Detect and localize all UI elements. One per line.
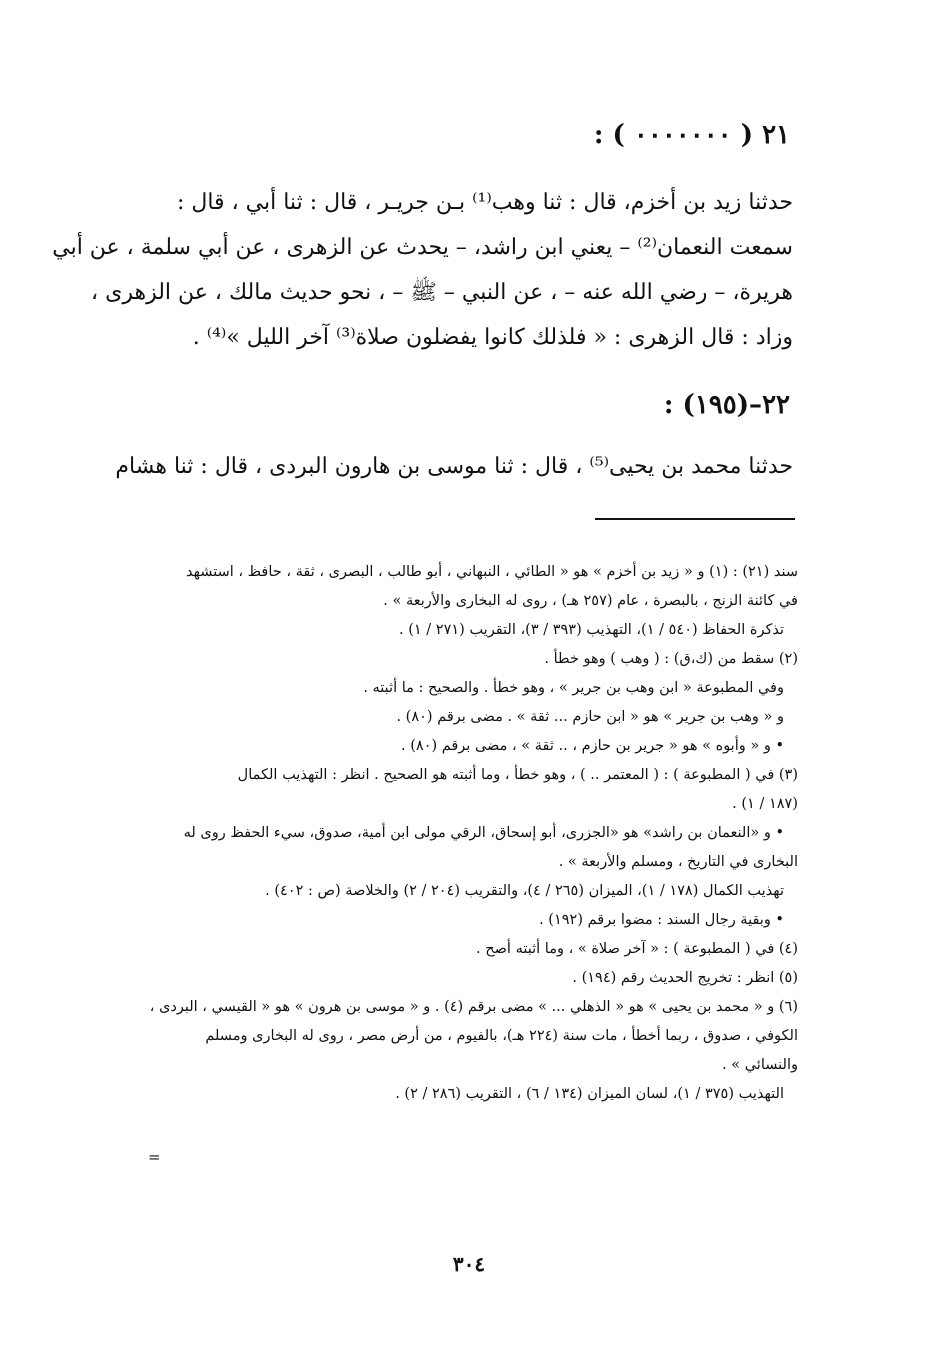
- text-line: حدثنا محمد بن يحيى⁽⁵⁾ ، قال : ثنا موسى بن هارون البردى ، قال : ثنا هشام: [115, 454, 793, 479]
- footnote-line: (٢) سقط من (ك،ق) : ( وهب ) وهو خطأ .: [544, 651, 798, 667]
- continuation-mark: =: [148, 1148, 161, 1166]
- text-line: سمعت النعمان⁽²⁾ – يعني ابن راشد، – يحدث عن الزهرى ، عن أبي سلمة ، عن أبي: [52, 235, 793, 260]
- footnote-line: تذكرة الحفاظ (٥٤٠ / ١)، التهذيب (٣٩٣ / ٣)، التقريب (٢٧١ / ١) .: [399, 622, 784, 638]
- footnote-line: (١٨٧ / ١) .: [732, 796, 798, 812]
- footnote-line: (٤) في ( المطبوعة ) : « آخر صلاة » ، وما أثبته أصح .: [476, 941, 798, 957]
- text-line: حدثنا زيد بن أخزم، قال : ثنا وهب⁽¹⁾ بـن جريـر ، قال : ثنا أبي ، قال :: [176, 190, 793, 215]
- footnote-line: • و «النعمان بن راشد» هو «الجزرى، أبو إسحاق، الرقي مولى ابن أمية، صدوق، سيء الحفظ روى له: [183, 825, 784, 841]
- footnote-line: البخارى في التاريخ ، ومسلم والأربعة » .: [558, 854, 798, 870]
- hadith-21-text: [52, 180, 793, 360]
- hadith-21-heading: ٢١ ( ٠٠٠٠٠٠٠ ) :: [593, 120, 790, 150]
- footnote-line: و « وهب بن جرير » هو « ابن حازم ... ثقة » . مضى برقم (٨٠) .: [396, 709, 784, 725]
- text-line: هريرة، – رضي الله عنه – ، عن النبي – ﷺ – ، نحو حديث مالك ، عن الزهرى ،: [91, 280, 793, 305]
- footnote-line: (٥) انظر : تخريج الحديث رقم (١٩٤) .: [572, 970, 798, 986]
- footnote-line: والنسائي » .: [722, 1057, 798, 1073]
- footnote-line: (٣) في ( المطبوعة ) : ( المعتمر .. ) ، وهو خطأ ، وما أثبته هو الصحيح . انظر : التهذيب الكمال: [237, 767, 798, 783]
- hadith-22-text: [115, 444, 793, 489]
- footnote-line: التهذيب (٣٧٥ / ١)، لسان الميزان (١٣٤ / ٦) ، التقريب (٢٨٦ / ٢) .: [395, 1086, 784, 1102]
- footnote-line: في كائنة الزنج ، بالبصرة ، عام (٢٥٧ هـ) ، روى له البخارى والأربعة » .: [383, 593, 798, 609]
- text-line: وزاد : قال الزهرى : « فلذلك كانوا يفضلون صلاة⁽³⁾ آخر الليل »⁽⁴⁾ .: [192, 325, 793, 350]
- footnote-line: سند (٢١) : (١) و « زيد بن أخزم » هو « الطائي ، النبهاني ، أبو طالب ، البصرى ، ثقة ، حافظ ، استشهد: [185, 564, 798, 580]
- footnote-line: الكوفي ، صدوق ، ربما أخطأ ، مات سنة (٢٢٤ هـ)، بالفيوم ، من أرض مصر ، روى له البخارى ومسلم: [205, 1028, 798, 1044]
- footnote-line: (٦) و « محمد بن يحيى » هو « الذهلي ... » مضى برقم (٤) . و « موسى بن هرون » هو « القيسي ، البردى ،: [149, 999, 798, 1015]
- footnote-line: • و « وأبوه » هو « جرير بن حازم ، .. ثقة » ، مضى برقم (٨٠) .: [400, 738, 784, 754]
- footnote-line: • وبقية رجال السند : مضوا برقم (١٩٢) .: [539, 912, 784, 928]
- footnotes: [150, 558, 798, 1109]
- footnote-line: وفي المطبوعة « ابن وهب بن جرير » ، وهو خطأ . والصحيح : ما أثبته .: [363, 680, 784, 696]
- footnote-divider: [595, 518, 795, 520]
- page-number: ٣٠٤: [452, 1252, 486, 1276]
- hadith-22-heading: ٢٢–(١٩٥) :: [663, 390, 790, 420]
- footnote-line: تهذيب الكمال (١٧٨ / ١)، الميزان (٢٦٥ / ٤)، والتقريب (٢٠٤ / ٢) والخلاصة (ص : ٤٠٢) .: [265, 883, 784, 899]
